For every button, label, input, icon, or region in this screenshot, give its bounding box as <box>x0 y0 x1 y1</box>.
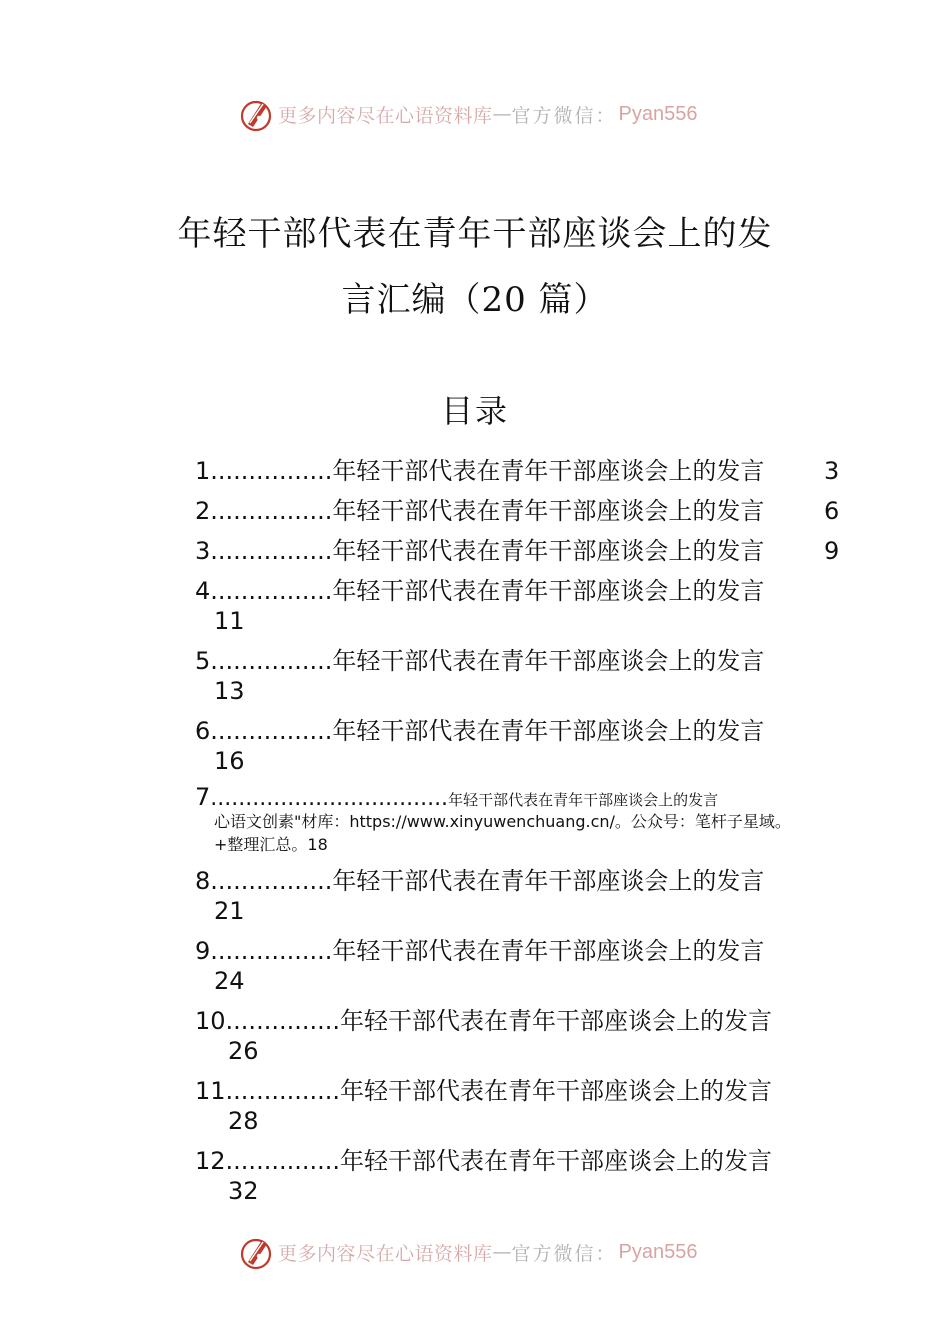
toc-entry-7-extra-2 <box>214 834 328 856</box>
watermark-wechat-id: Pyan556 <box>618 102 698 125</box>
watermark-text: 更多内容尽在心语资料库 <box>278 1242 493 1265</box>
toc-title: 年轻干部代表在青年干部座谈会上的发言 <box>332 717 765 745</box>
watermark-dash: — <box>492 103 512 125</box>
toc-num: 2 <box>195 497 211 525</box>
toc-dots: ................ <box>210 717 333 745</box>
toc-entry-7-extra-1: 心语文创素"材库：https://www.xinyuwenchuang.cn/。公众号：笔杆子星域。 <box>214 812 791 831</box>
toc-entry-10[interactable] <box>195 1006 772 1036</box>
toc-entry-12[interactable] <box>195 1146 772 1176</box>
toc-entry-7-extra-2-text: +整理汇总。 <box>214 835 308 854</box>
toc-page-10: 26 <box>228 1037 259 1065</box>
toc-num: 10 <box>195 1007 226 1035</box>
toc-entry-6[interactable] <box>195 716 764 746</box>
toc-entry-2[interactable] <box>195 496 764 526</box>
toc-entry-11[interactable] <box>195 1076 772 1106</box>
toc-title: 年轻干部代表在青年干部座谈会上的发言 <box>332 577 765 605</box>
toc-page-3: 9 <box>824 537 840 565</box>
toc-dots: ............... <box>225 1077 340 1105</box>
watermark-label: 官方微信： <box>511 104 617 127</box>
toc-page-4: 11 <box>214 607 245 635</box>
document-title-line1: 年轻干部代表在青年干部座谈会上的发 <box>177 214 773 254</box>
toc-entry-5[interactable] <box>195 646 764 676</box>
toc-title: 年轻干部代表在青年干部座谈会上的发言 <box>339 1007 772 1035</box>
toc-dots: ................ <box>210 457 333 485</box>
toc-dots: ................ <box>210 497 333 525</box>
document-title-line2: 言汇编（20 篇） <box>341 280 609 320</box>
toc-title: 年轻干部代表在青年干部座谈会上的发言 <box>448 791 719 809</box>
toc-page-2: 6 <box>824 497 840 525</box>
toc-entry-3[interactable] <box>195 536 764 566</box>
toc-title: 年轻干部代表在青年干部座谈会上的发言 <box>332 537 765 565</box>
header-watermark <box>238 94 738 134</box>
toc-num: 11 <box>195 1077 226 1105</box>
toc-title: 年轻干部代表在青年干部座谈会上的发言 <box>332 497 765 525</box>
toc-num: 12 <box>195 1147 226 1175</box>
watermark-label: 官方微信： <box>511 1242 617 1265</box>
toc-dots: ............... <box>225 1007 340 1035</box>
toc-dots: ................ <box>210 937 333 965</box>
toc-title: 年轻干部代表在青年干部座谈会上的发言 <box>332 647 765 675</box>
watermark-text: 更多内容尽在心语资料库 <box>278 104 493 127</box>
toc-title: 年轻干部代表在青年干部座谈会上的发言 <box>332 937 765 965</box>
footer-watermark <box>238 1232 738 1272</box>
toc-entry-1[interactable] <box>195 456 764 486</box>
toc-page-8: 21 <box>214 897 245 925</box>
toc-dots: .................................. <box>210 786 449 811</box>
toc-dots: ................ <box>210 867 333 895</box>
toc-page-12: 32 <box>228 1177 259 1205</box>
toc-dots: ................ <box>210 537 333 565</box>
toc-dots: ............... <box>225 1147 340 1175</box>
toc-num: 8 <box>195 867 211 895</box>
toc-entry-4[interactable] <box>195 576 764 606</box>
toc-page-9: 24 <box>214 967 245 995</box>
toc-num: 6 <box>195 717 211 745</box>
toc-entry-9[interactable] <box>195 936 764 966</box>
toc-entry-8[interactable] <box>195 866 764 896</box>
toc-dots: ................ <box>210 577 333 605</box>
toc-title: 年轻干部代表在青年干部座谈会上的发言 <box>339 1077 772 1105</box>
toc-num: 7 <box>195 783 211 811</box>
toc-num: 5 <box>195 647 211 675</box>
toc-title: 年轻干部代表在青年干部座谈会上的发言 <box>332 457 765 485</box>
toc-heading: 目录 <box>440 392 509 430</box>
toc-page-7: 18 <box>307 835 328 854</box>
watermark-wechat-id: Pyan556 <box>618 1240 698 1263</box>
toc-num: 3 <box>195 537 211 565</box>
toc-num: 9 <box>195 937 211 965</box>
toc-title: 年轻干部代表在青年干部座谈会上的发言 <box>332 867 765 895</box>
toc-title: 年轻干部代表在青年干部座谈会上的发言 <box>339 1147 772 1175</box>
toc-page-11: 28 <box>228 1107 259 1135</box>
toc-page-6: 16 <box>214 747 245 775</box>
watermark-dash: — <box>492 1241 512 1263</box>
toc-page-5: 13 <box>214 677 245 705</box>
toc-num: 4 <box>195 577 211 605</box>
toc-num: 1 <box>195 457 211 485</box>
pen-nib-logo-icon <box>238 1234 274 1270</box>
pen-nib-logo-icon <box>238 96 274 132</box>
toc-page-1: 3 <box>824 457 840 485</box>
toc-dots: ................ <box>210 647 333 675</box>
